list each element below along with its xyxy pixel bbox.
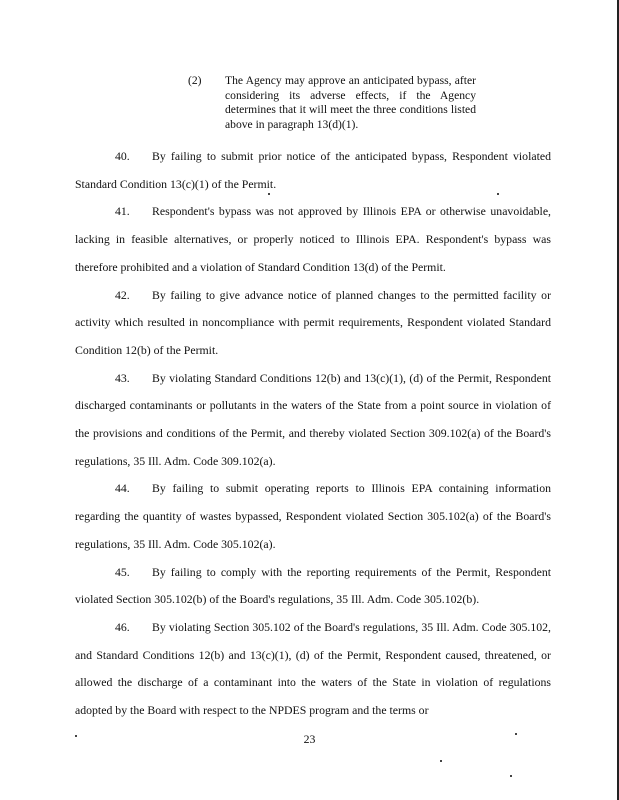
scan-speck [268,193,270,195]
paragraph-number: 46. [115,619,130,634]
page-number: 23 [303,732,316,746]
scan-speck [440,760,442,762]
paragraph-44 [75,475,551,558]
document-body [75,143,551,725]
paragraph-43 [75,365,551,476]
scan-speck [510,775,512,777]
paragraph-41 [75,198,551,281]
paragraph-text: By violating Section 305.102 of the Board's regulations, 35 Ill. Adm. Code 305.102, and Standard Conditions 12(b) and 13(c)(1), (d) of the Permit, Respondent caused, threatened, or allowed the discharge of a contaminant into the waters of the State in violation of regulations adopted by the Board with respect to the NPDES program and the terms or [75,619,551,718]
paragraph-number: 44. [115,481,130,496]
paragraph-number: 42. [115,287,130,302]
paragraph-45 [75,559,551,614]
paragraph-text: By violating Standard Conditions 12(b) and 13(c)(1), (d) of the Permit, Respondent discharged contaminants or pollutants in the waters of the State from a point source in violation of the provisions and conditions of the Permit, and thereby violated Section 309.102(a) of the Board's regulations, 35 Ill. Adm. Code 309.102(a). [75,370,551,468]
paragraph-text: By failing to comply with the reporting requirements of the Permit, Respondent violated Section 305.102(b) of the Board's regulations, 35 Ill. Adm. Code 305.102(b). [75,564,551,607]
scan-speck [75,735,77,737]
paragraph-number: 43. [115,370,130,385]
scan-speck [515,733,517,735]
paragraph-text: By failing to give advance notice of planned changes to the permitted facility or activity which resulted in noncompliance with permit requirements, Respondent violated Standard Condition 12(b) of the Permit. [75,287,551,357]
quote-text: The Agency may approve an anticipated bypass, after considering its adverse effects, if the Agency determines that it will meet the three conditions listed above in paragraph 13(d)(1). [225,74,476,131]
quote-label: (2) [188,74,202,87]
paragraph-text: By failing to submit operating reports to Illinois EPA containing information regarding the quantity of wastes bypassed, Respondent violated Section 305.102(a) of the Board's regulations, 35 Ill. Adm. Code 305.102(a). [75,481,551,551]
block-quote [188,74,478,132]
paragraph-number: 40. [115,149,130,163]
paragraph-number: 45. [115,564,130,579]
paragraph-number: 41. [115,204,130,219]
scan-speck [497,193,499,195]
paragraph-46 [75,614,551,725]
paragraph-40 [75,143,551,198]
paragraph-42 [75,282,551,365]
paragraph-text: By failing to submit prior notice of the anticipated bypass, Respondent violated Standard Condition 13(c)(1) of the Permit. [75,149,551,191]
paragraph-text: Respondent's bypass was not approved by Illinois EPA or otherwise unavoidable, lacking in feasible alternatives, or properly noticed to Illinois EPA. Respondent's bypass was therefore prohibited and a violation of Standard Condition 13(d) of the Permit. [75,204,551,274]
